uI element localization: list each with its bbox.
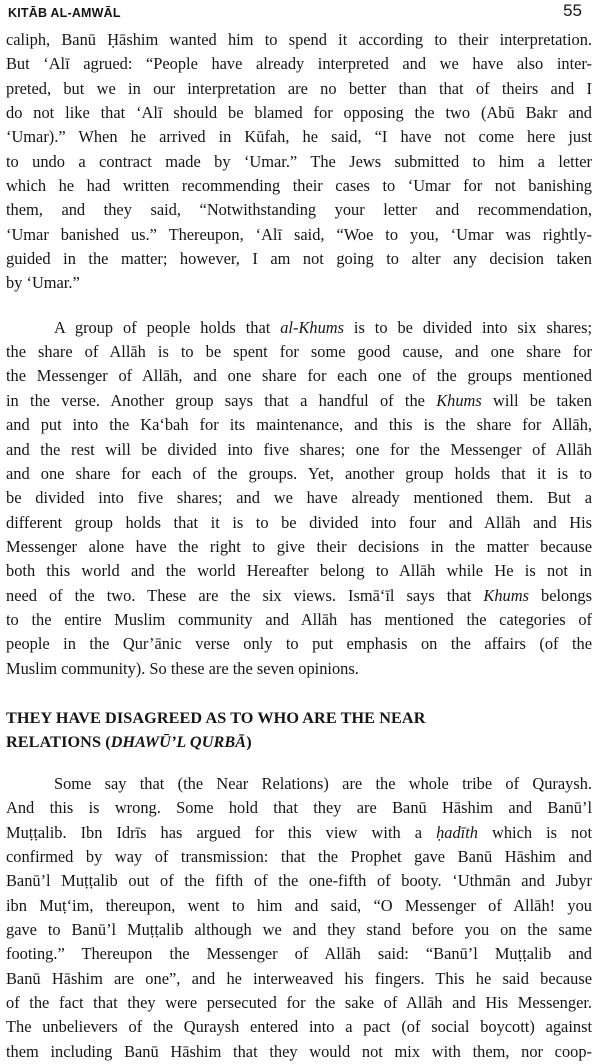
paragraph-khums-views xyxy=(6,316,592,681)
italic-term: ḥadīth xyxy=(436,822,478,842)
text-line: gave to Banū’l Muṭṭalib although we and they stand before you on the same xyxy=(6,920,592,939)
section-gap xyxy=(6,681,592,706)
text-line: caliph, Banū Ḥāshim wanted him to spend it according to their interpretation. xyxy=(6,30,592,49)
text-line: Muṭṭalib. Ibn Idrīs has argued for this view with a ḥadīth which is not xyxy=(6,822,592,842)
text-line: and the rest will be divided into five shares; one for the Messenger of Allāh xyxy=(6,439,592,459)
text-line: footing.” Thereupon the Messenger of Allāh said: “Banū’l Muṭṭalib and xyxy=(6,944,592,964)
text-line: people in the Qur’ānic verse only to put emphasis on the affairs (of the xyxy=(6,634,592,654)
text-line: ‘Umar).” When he arrived in Kūfah, he said, “I have not come here just xyxy=(6,127,592,147)
text-line: Banū Hāshim are one”, and he interweaved his fingers. This he said because xyxy=(6,968,592,988)
text-line: both this world and the world Hereafter belong to Allāh while He is not in xyxy=(6,561,592,581)
italic-term: al-Khums xyxy=(280,317,344,337)
section-heading xyxy=(6,706,592,754)
text-line: The unbelievers of the Quraysh entered into a pact (of social boycott) against xyxy=(6,1017,592,1037)
text-line: Some say that (the Near Relations) are the whole tribe of Quraysh. xyxy=(54,773,592,793)
heading-text: RELATIONS ( xyxy=(6,732,111,751)
text-line: Banū’l Muṭṭalib out of the fifth of the one-fifth of booty. ‘Uthmān and Jubyr xyxy=(6,871,592,891)
running-head xyxy=(6,0,592,28)
section-heading-line-2 xyxy=(6,730,592,754)
text-line: But ‘Alī agrued: “People have already interpreted and we have also inter- xyxy=(6,54,592,74)
text-line: be divided into five shares; and we have already mentioned them. But a xyxy=(6,488,592,508)
page-number: 55 xyxy=(563,1,582,20)
text-line: of the fact that they were persecuted for the sake of Allāh and His Messenger. xyxy=(6,993,592,1013)
text-line: A group of people holds that al-Khums is to be divided into six shares; xyxy=(54,317,592,337)
section-heading-line-1: THEY HAVE DISAGREED AS TO WHO ARE THE NEAR xyxy=(6,708,426,727)
text-line: by ‘Umar.” xyxy=(6,273,80,293)
text-line: confirmed by way of transmission: that the Prophet gave Banū Hāshim and xyxy=(6,846,592,866)
italic-term: Khums xyxy=(436,390,482,410)
paragraph-continuation xyxy=(6,28,592,296)
paragraph-near-relations xyxy=(6,772,592,1064)
text-line: do not like that ‘Alī should be blamed for opposing the two (Abū Bakr and xyxy=(6,103,592,123)
text-line: the Messenger of Allāh, and one share for each one of the groups mentioned xyxy=(6,366,592,386)
text-line: guided in the matter; however, I am not going to alter any decision taken xyxy=(6,249,592,269)
text-line: which he had written recommending their cases to ‘Umar for not banishing xyxy=(6,176,592,196)
text-line: And this is wrong. Some hold that they are Banū Hāshim and Banū’l xyxy=(6,798,592,818)
text-line: Messenger alone have the right to give their decisions in the matter because xyxy=(6,536,592,556)
text-line: ‘Umar banished us.” Thereupon, ‘Alī said, “Woe to you, ‘Umar was rightly- xyxy=(6,224,592,244)
heading-italic-term: DHAWŪ’L QURBĀ xyxy=(110,732,247,751)
paragraph-gap xyxy=(6,296,592,316)
text-line: Muslim community). So these are the seven opinions. xyxy=(6,658,359,678)
text-line: preted, but we in our interpretation are no better than that of theirs and I xyxy=(6,78,592,98)
text-line: them, and they said, “Notwithstanding your letter and recommendation, xyxy=(6,200,592,220)
text-line: them including Banū Hāshim that they would not mix with them, nor coop- xyxy=(6,1041,592,1061)
text-line: the share of Allāh is to be spent for some good cause, and one share for xyxy=(6,342,592,362)
text-line: to the entire Muslim community and Allāh has mentioned the categories of xyxy=(6,609,592,629)
italic-term: Khums xyxy=(483,585,529,605)
text-line: need of the two. These are the six views. Ismā‘īl says that Khums belongs xyxy=(6,585,592,605)
heading-text: ) xyxy=(246,732,252,751)
text-line: different group holds that it is to be divided into four and Allāh and His xyxy=(6,512,592,532)
text-line: to undo a contract made by ‘Umar.” The Jews submitted to him a letter xyxy=(6,151,592,171)
text-line: ibn Muṭ‘im, thereupon, went to him and said, “O Messenger of Allāh! you xyxy=(6,895,592,915)
text-line: and one share for each of the groups. Yet, another group holds that it is to xyxy=(6,463,592,483)
running-title: KITĀB AL-AMWĀL xyxy=(8,6,121,20)
text-line: and put into the Ka‘bah for its maintenance, and this is the share for Allāh, xyxy=(6,415,592,435)
heading-gap xyxy=(6,754,592,772)
text-line: in the verse. Another group says that a handful of the Khums will be taken xyxy=(6,390,592,410)
